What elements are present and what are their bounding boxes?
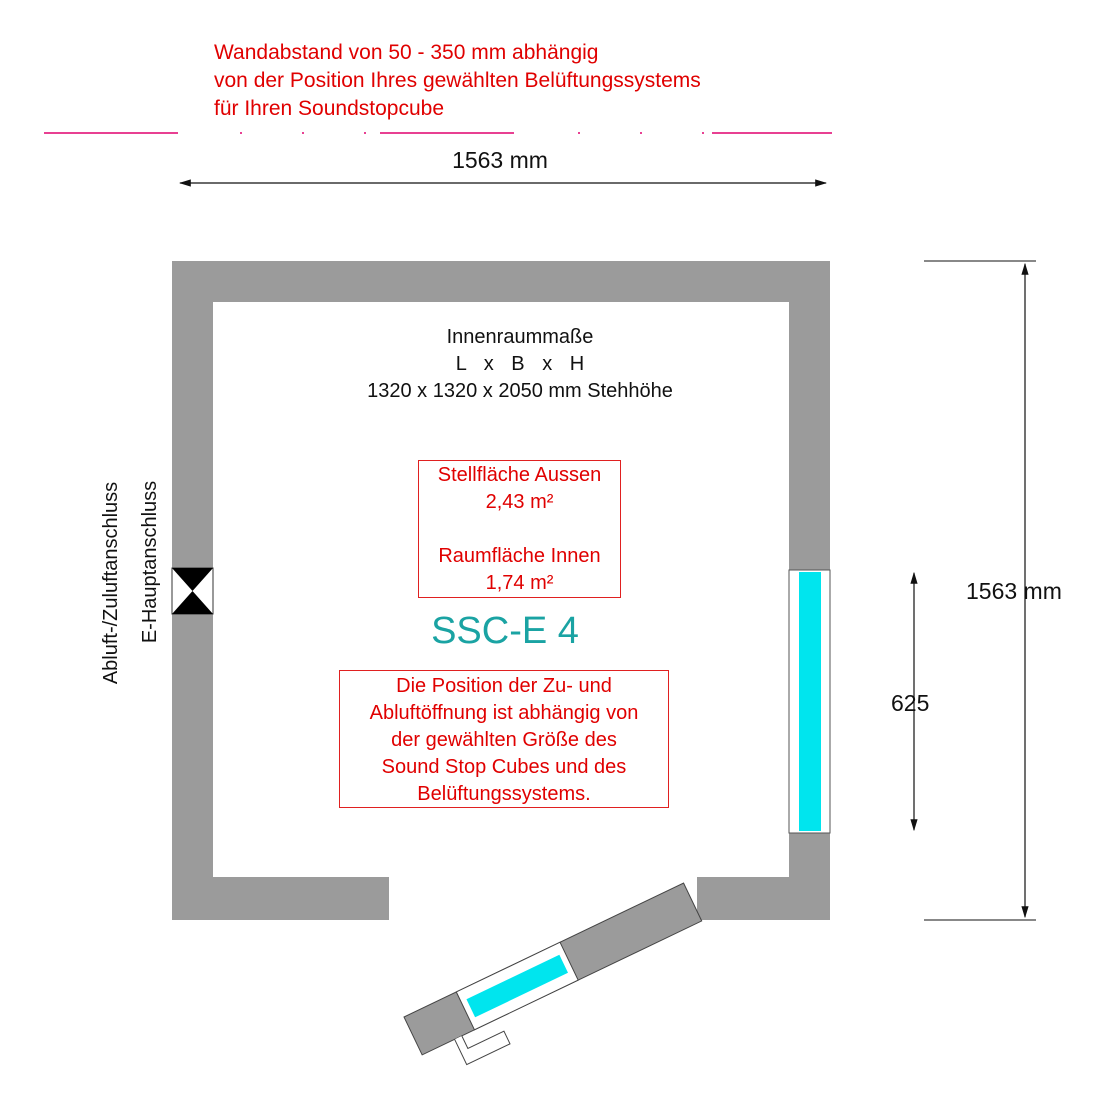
wall-distance-note-line: von der Position Ihres gewählten Belüftungssystems xyxy=(214,69,701,92)
position-note-line: Belüftungssystems. xyxy=(417,783,591,805)
width-dimension-label: 1563 mm xyxy=(452,147,548,173)
window-height-label: 625 xyxy=(891,690,930,716)
connection-symbol-icon xyxy=(172,568,213,614)
wall-distance-note-line: für Ihren Soundstopcube xyxy=(214,97,444,120)
wall-bottom-left xyxy=(172,877,389,920)
position-note-line: der gewählten Größe des xyxy=(391,729,617,751)
wall-bottom-right xyxy=(697,877,830,920)
side-window xyxy=(789,570,830,833)
depth-dimension-label: 1563 mm xyxy=(966,578,1062,604)
wall-left-lower xyxy=(172,614,213,920)
interior-values: 1320 x 1320 x 2050 mm Stehhöhe xyxy=(367,380,673,402)
position-note-box xyxy=(339,670,669,808)
wall-distance-note-line: Wandabstand von 50 - 350 mm abhängig xyxy=(214,41,599,64)
door xyxy=(404,883,714,1080)
wall-distance-note xyxy=(214,39,854,123)
air-connection-label: Abluft-/Zuluftanschluss xyxy=(100,481,122,685)
inner-area-value: 1,74 m² xyxy=(485,572,554,594)
wall-top xyxy=(172,261,830,302)
outer-area-label: Stellfläche Aussen xyxy=(437,464,602,486)
area-box xyxy=(418,460,621,598)
model-name: SSC-E 4 xyxy=(431,610,579,652)
position-note-line: Sound Stop Cubes und des xyxy=(381,756,627,778)
wall-right-upper xyxy=(789,261,830,570)
inner-area-label: Raumfläche Innen xyxy=(438,545,601,567)
wall-left-upper xyxy=(172,261,213,568)
position-note-line: Die Position der Zu- und xyxy=(396,675,612,697)
power-connection-label: E-Hauptanschluss xyxy=(139,480,161,644)
outer-area-value: 2,43 m² xyxy=(485,491,554,513)
interior-dimensions xyxy=(300,324,740,405)
interior-axes: L x B x H xyxy=(455,353,585,375)
position-note-line: Abluftöffnung ist abhängig von xyxy=(369,702,639,724)
interior-heading: Innenraummaße xyxy=(446,326,594,348)
